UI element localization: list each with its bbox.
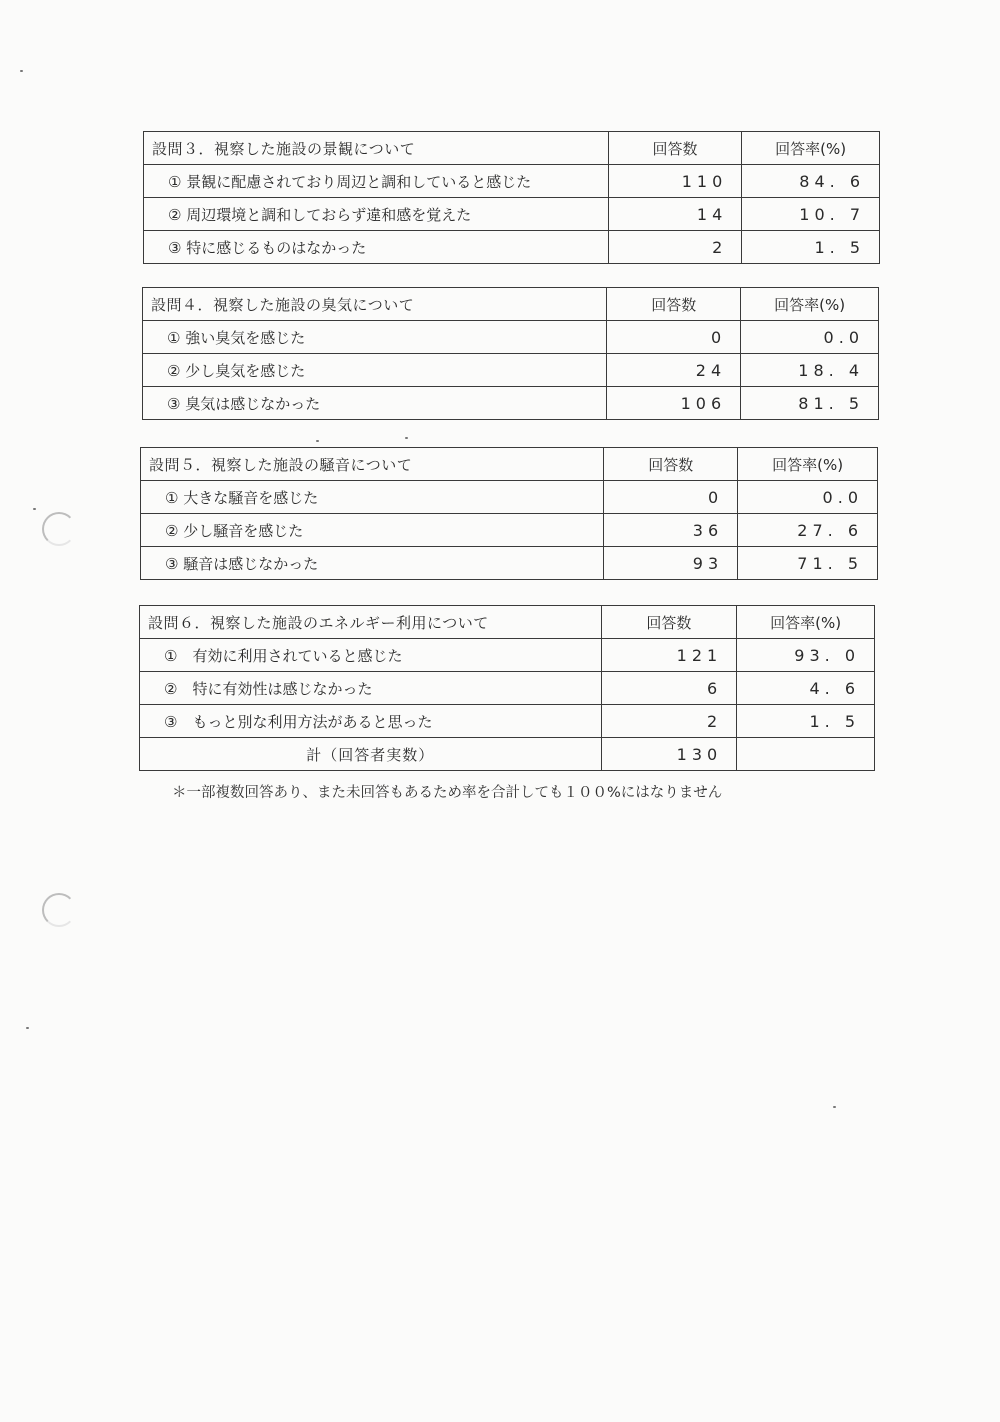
table-row [143,321,879,354]
table-row [144,165,880,198]
option-label: ③ 特に感じるものはなかった [144,231,609,264]
count-cell: 24 [607,354,741,387]
table-header-row [144,132,880,165]
option-label: ① 大きな騒音を感じた [141,481,604,514]
option-label: ① 強い臭気を感じた [143,321,607,354]
footnote: ＊一部複数回答あり、また未回答もあるため率を合計しても１００%にはなりません [172,785,723,801]
count-cell: 2 [608,231,742,264]
scan-speck [405,437,408,439]
count-cell: 14 [608,198,742,231]
count-cell: 106 [607,387,741,420]
count-cell: 2 [601,705,737,738]
option-label: ② 少し臭気を感じた [143,354,607,387]
question-title: 設問４．視察した施設の臭気について [143,288,607,321]
rate-header: 回答率(%) [737,606,875,639]
table-row [140,639,875,672]
option-label: ③ 臭気は感じなかった [143,387,607,420]
rate-cell: 10. 7 [742,198,880,231]
total-label: 計（回答者実数） [140,738,602,771]
table-row [140,672,875,705]
option-label: ② 少し騒音を感じた [141,514,604,547]
table-row [143,387,879,420]
punch-hole-mark [42,512,76,546]
table-header-row [141,448,878,481]
question-5-table [140,447,878,580]
total-row [140,738,875,771]
rate-cell: 93. 0 [737,639,875,672]
rate-header: 回答率(%) [738,448,878,481]
question-4-table [142,287,879,420]
count-header: 回答数 [601,606,737,639]
count-cell: 110 [608,165,742,198]
count-cell: 0 [607,321,741,354]
question-title: 設問６．視察した施設のエネルギー利用について [140,606,602,639]
rate-cell: 1. 5 [742,231,880,264]
option-label: ③ もっと別な利用方法があると思った [140,705,602,738]
scan-speck [26,1027,29,1029]
table-row [141,547,878,580]
option-label: ① 有効に利用されていると感じた [140,639,602,672]
table-row [144,198,880,231]
count-header: 回答数 [604,448,738,481]
rate-cell: 18. 4 [741,354,879,387]
total-count-cell: 130 [601,738,737,771]
count-cell: 36 [604,514,738,547]
option-label: ① 景観に配慮されており周辺と調和していると感じた [144,165,609,198]
count-header: 回答数 [608,132,742,165]
count-header: 回答数 [607,288,741,321]
table-row [144,231,880,264]
count-cell: 121 [601,639,737,672]
option-label: ② 周辺環境と調和しておらず違和感を覚えた [144,198,609,231]
rate-cell: 81. 5 [741,387,879,420]
rate-header: 回答率(%) [742,132,880,165]
count-cell: 93 [604,547,738,580]
rate-cell: 84. 6 [742,165,880,198]
question-title: 設問５．視察した施設の騒音について [141,448,604,481]
scan-speck [33,508,36,510]
punch-hole-mark [42,893,76,927]
option-label: ③ 騒音は感じなかった [141,547,604,580]
question-title: 設問３．視察した施設の景観について [144,132,609,165]
table-row [140,705,875,738]
table-header-row [143,288,879,321]
table-row [143,354,879,387]
option-label: ② 特に有効性は感じなかった [140,672,602,705]
total-rate-cell [737,738,875,771]
scan-speck [833,1106,836,1108]
rate-cell: 27. 6 [738,514,878,547]
count-cell: 6 [601,672,737,705]
table-row [141,514,878,547]
rate-cell: 0.0 [738,481,878,514]
count-cell: 0 [604,481,738,514]
rate-cell: 71. 5 [738,547,878,580]
question-6-table [139,605,875,771]
rate-cell: 4. 6 [737,672,875,705]
table-row [141,481,878,514]
rate-header: 回答率(%) [741,288,879,321]
scan-speck [316,440,319,442]
rate-cell: 1. 5 [737,705,875,738]
table-header-row [140,606,875,639]
question-3-table [143,131,880,264]
rate-cell: 0.0 [741,321,879,354]
scan-speck [20,70,23,72]
